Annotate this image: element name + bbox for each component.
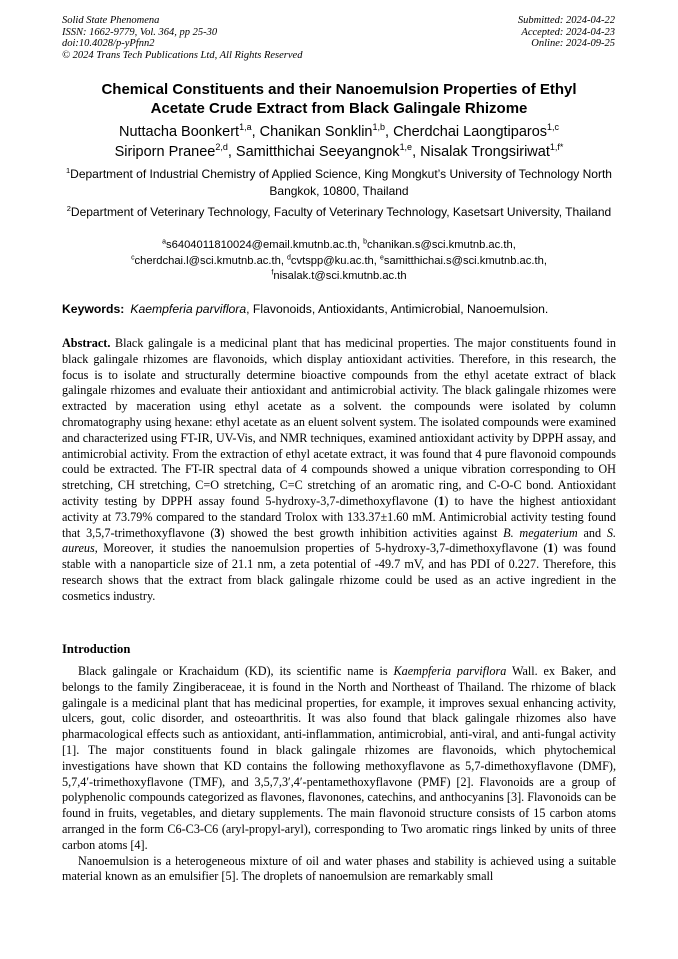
author-affil: 1,a	[239, 122, 252, 133]
email-line-1: $^a$s6404011810024@email.kmutnb.ac.th, $^b$chanikan.s@sci.kmutnb.ac.th,	[162, 238, 516, 251]
abstract-text: Black galingale is a medicinal plant that has medicinal properties. The major constituents found in black galingale rhizomes are flavonoids, which display antioxidant activities. Therefore, in this research, the focus is to isolate and structurally determine bioactive compounds from the ethyl acetate extract of black galingale rhizomes and evaluate their antioxidant and antimicrobial activity. The black galingale rhizomes were extracted by maceration using ethyl acetate as a solvent. the compounds were isolated by column chromatography using hexane: ethyl acetate as an eluent solvent system. The isolated compounds were examined and characterized using FT-IR, UV-Vis, and NMR techniques, examined antioxidant activity by DPPH assay, and antimicrobial activity. From the extraction of ethyl acetate extract, it was found that 4 pure flavonoid compounds could be extracted. The FT-IR spectral data of 4 compounds showed a unique vibration corresponding to OH stretching, CH stretching, C=O stretching, C=C stretching of an aromatic ring, and C-O-C bond. Antioxidant activity testing by DPPH assay found 5-hydroxy-3,7-dimethoxyflavone (	[62, 336, 616, 508]
email-address: nisalak.t@sci.kmutnb.ac.th	[273, 270, 407, 282]
species-name: Kaempferia parviflora	[393, 664, 507, 678]
paper-title	[60, 80, 618, 118]
affiliation-text: Department of Veterinary Technology, Faculty of Veterinary Technology, Kasetsart University, Thailand	[70, 205, 612, 219]
author-affil: 1,f*	[549, 142, 564, 153]
abstract-text: and	[577, 525, 607, 540]
introduction	[62, 664, 616, 885]
author-name: Nuttacha Boonkert	[118, 124, 240, 140]
author-line-2: Siriporn Pranee$^{2,d}$, Samitthichai Seeyangnok$^{1,e}$, Nisalak Trongsiriwat$^{1,f*}$	[114, 142, 564, 160]
author-affil: 1,e	[399, 142, 413, 153]
email-marker: d	[287, 253, 291, 261]
compound-number: 1	[438, 493, 445, 508]
issn: ISSN: 1662-9779, Vol. 364, pp 25-30	[62, 26, 218, 38]
author-name: Samitthichai Seeyangnok	[235, 144, 400, 160]
abstract-text: ) was found stable with a nanoparticle size of 21.1 nm, a zeta potential of -49.7 mV, and has PDI of 0.227. Therefore, this research shows that the extract from black galingale rhizome could be used as an active ingredient in the cosmetics industry.	[62, 541, 616, 603]
dates-header	[518, 15, 615, 50]
title-line-2: Acetate Crude Extract from Black Galingale Rhizome	[150, 100, 528, 117]
email-marker: a	[162, 238, 167, 246]
keywords-rest: , Flavonoids, Antioxidants, Antimicrobial, Nanoemulsion.	[246, 302, 549, 316]
affiliation-1	[62, 166, 616, 199]
author-affil: 2,d	[215, 142, 228, 153]
author-affil: 1,b	[372, 122, 385, 133]
email-marker: b	[363, 238, 368, 246]
email-marker: f	[271, 269, 274, 277]
author-list	[60, 122, 618, 162]
author-name: Cherdchai Laongtiparos	[393, 124, 548, 140]
abstract-text: , Moreover, it studies the nanoemulsion properties of 5-hydroxy-3,7-dimethoxyflavone (	[94, 541, 548, 556]
intro-text: Black galingale or Krachaidum (KD), its scientific name is	[78, 664, 394, 678]
keywords	[62, 301, 616, 317]
email-marker: c	[131, 253, 135, 261]
email-line-2: $^c$cherdchai.l@sci.kmutnb.ac.th, $^d$cvtspp@ku.ac.th, $^e$samitthichai.s@sci.kmutnb.ac.th,	[131, 253, 547, 267]
author-affil: 1,c	[547, 122, 560, 133]
author-name: Nisalak Trongsiriwat	[420, 144, 550, 160]
submitted-date: Submitted: 2024-04-22	[517, 15, 615, 26]
intro-text: Wall. ex Baker, and belongs to the family Zingiberaceae, it is found in the North and Northeast of Thailand. The rhizome of black galingale is a medicinal plant that has medicinal properties, for example, it improves sexual enhancing activity, ulcers, gout, colic disorder, and osteoarthritis. It was also found that black galingale rhizomes also have pharmacological effects such as antioxidant, anti-inflammation, antimicrobial, anti-viral, and anti-fungal activity [1]. The major constituents found in black galingale rhizomes are flavonoids, which phytochemical investigations have shown that KD contains the following methoxyflavone as 5,7-dimethoxyflavone (DMF), 5,7,4′-trimethoxyflavone (TMF), and 3,5,7,3′,4′-pentamethoxyflavone (PMF) [2]. Flavonoids are a group of polyphenolic compounds categorized as flavones, flavonones, catechins, and anthocyanins [3]. Flavonoids can be found in fruits, vegetables, and dietary supplements. The main flavonoid structure consists of 15 carbon atoms arranged in the form C6-C3-C6 (aryl-propyl-aryl), corresponding to Two aromatic rings linked by units of three carbon atoms [4].	[62, 664, 616, 852]
abstract-label: Abstract.	[62, 336, 111, 350]
intro-paragraph-1	[62, 664, 616, 854]
abstract-paragraph	[62, 336, 616, 605]
email-address: s6404011810024@email.kmutnb.ac.th	[166, 239, 357, 251]
affiliation-2	[62, 204, 616, 221]
author-name: Chanikan Sonklin	[259, 124, 373, 140]
online-date: Online: 2024-09-25	[531, 38, 615, 49]
species-name: S. aureus	[62, 525, 616, 556]
journal-header	[62, 15, 302, 61]
accepted-date: Accepted: 2024-04-23	[521, 26, 615, 38]
author-line-1: Nuttacha Boonkert$^{1,a}$, Chanikan Sonklin$^{1,b}$, Cherdchai Laongtiparos$^{1,c}$	[118, 122, 560, 140]
section-heading: Introduction	[62, 642, 131, 656]
species-name: B. megaterium	[503, 525, 578, 540]
affiliation-number: 2	[66, 204, 71, 213]
abstract	[62, 336, 616, 605]
email-marker: e	[380, 253, 384, 261]
abstract-text: ) to have the highest antioxidant activity at 73.79% compared to the standard Trolox with 133.37±1.60 mM. Antimicrobial activity testing found that 3,5,7-trimethoxyflavone (	[62, 493, 616, 540]
email-address: samitthichai.s@sci.kmutnb.ac.th	[383, 254, 544, 267]
copyright: © 2024 Trans Tech Publications Ltd, All Rights Reserved	[62, 49, 303, 61]
email-address: cherdchai.l@sci.kmutnb.ac.th	[134, 254, 281, 267]
keyword-species: Kaempferia parviflora	[130, 302, 247, 316]
keywords-label: Keywords:	[62, 302, 125, 316]
doi: doi:10.4028/p-yPfnn2	[62, 38, 155, 49]
email-list	[62, 238, 616, 285]
title-line-1: Chemical Constituents and their Nanoemulsion Properties of Ethyl	[101, 81, 577, 98]
email-address: chanikan.s@sci.kmutnb.ac.th	[367, 239, 513, 251]
compound-number: 3	[214, 525, 221, 540]
abstract-text: ) showed the best growth inhibition activities against	[220, 525, 504, 540]
author-name: Siriporn Pranee	[114, 144, 216, 160]
intro-paragraph-2: Nanoemulsion is a heterogeneous mixture of oil and water phases and stability is achieved using a suitable material known as an emulsifier [5]. The droplets of nanoemulsion are remarkably small	[62, 853, 616, 884]
email-line-3	[62, 269, 616, 285]
affiliation-number: 1	[66, 166, 71, 175]
email-address: cvtspp@ku.ac.th	[290, 254, 374, 267]
journal-name: Solid State Phenomena	[62, 15, 160, 26]
affiliation-text: Department of Industrial Chemistry of Applied Science, King Mongkut’s University of Technology North Bangkok, 10800, Thailand	[70, 167, 612, 198]
compound-number: 1	[547, 541, 554, 556]
